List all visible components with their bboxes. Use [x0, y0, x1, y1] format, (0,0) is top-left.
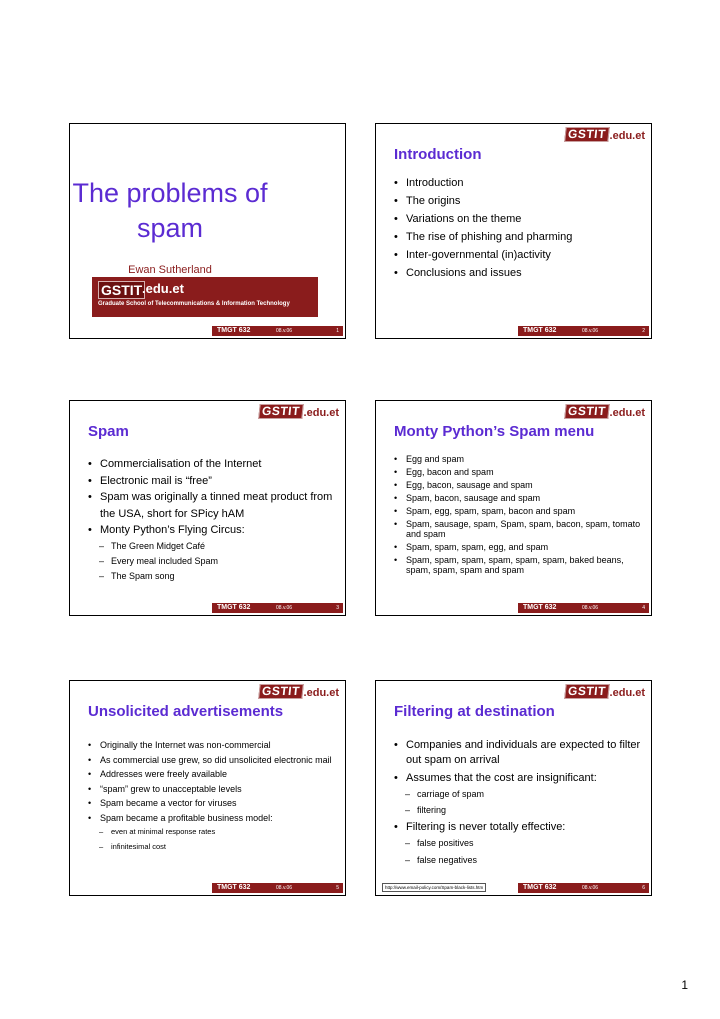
bullet-list — [394, 738, 644, 867]
slide-title: Introduction — [394, 146, 482, 163]
sub-item: – infinitesimal cost — [99, 841, 338, 853]
page-number: 1 — [681, 978, 688, 992]
list-item: • Spam, sausage, spam, Spam, spam, bacon, spam, tomato and spam — [394, 519, 644, 539]
sub-item: – even at minimal response rates — [99, 826, 338, 838]
slide-footer: TMGT 632 08.v.06 4 — [518, 603, 649, 613]
slide-6 — [375, 680, 652, 896]
slide-footer: TMGT 632 08.v.06 3 — [212, 603, 343, 613]
bullet-list — [394, 454, 644, 575]
list-item: • As commercial use grew, so did unsolicited electronic mail — [88, 755, 338, 767]
list-item: • The rise of phishing and pharming — [394, 228, 572, 246]
list-item: • Spam became a profitable business model: — [88, 813, 338, 825]
list-item: • Spam, egg, spam, spam, bacon and spam — [394, 506, 644, 516]
slide-footer: TMGT 632 08.v.06 1 — [212, 326, 343, 336]
list-item: • Inter-governmental (in)activity — [394, 246, 572, 264]
bullet-list — [88, 740, 338, 852]
slide-3 — [69, 400, 346, 616]
list-item: • Introduction — [394, 174, 572, 192]
list-item: • Conclusions and issues — [394, 264, 572, 282]
list-item: • Originally the Internet was non-commercial — [88, 740, 338, 752]
slide-footer: TMGT 632 08.v.06 2 — [518, 326, 649, 336]
bullet-list — [394, 174, 572, 282]
reference-link[interactable]: http://www.email-policy.com/Spam-black-lists.htm — [382, 883, 486, 892]
list-item: • Companies and individuals are expected to filter out spam on arrival — [394, 738, 644, 768]
sub-item: – The Green Midget Café — [99, 539, 336, 553]
list-item: • Spam, spam, spam, egg, and spam — [394, 542, 644, 552]
bullet-list — [88, 456, 336, 584]
sub-item: – false negatives — [405, 854, 644, 867]
sub-item: – false positives — [405, 837, 644, 850]
slide-4 — [375, 400, 652, 616]
slide-1-title: The problems of spam — [72, 178, 268, 243]
list-item: • Addresses were freely available — [88, 769, 338, 781]
list-item: • Variations on the theme — [394, 210, 572, 228]
sub-item: – carriage of spam — [405, 788, 644, 801]
gstit-banner-logo: GSTIT .edu.et Graduate School of Telecommunications & Information Technology — [92, 277, 318, 317]
list-item: • Spam, bacon, sausage and spam — [394, 493, 644, 503]
gstit-logo: GSTIT .edu.et — [259, 404, 339, 419]
list-item: • Spam became a vector for viruses — [88, 798, 338, 810]
list-item: • Monty Python’s Flying Circus: — [88, 522, 336, 539]
slide-2 — [375, 123, 652, 339]
sub-item: – filtering — [405, 804, 644, 817]
slide-1 — [69, 123, 346, 339]
list-item: • Spam was originally a tinned meat product from the USA, short for SPicy hAM — [88, 489, 336, 522]
gstit-logo: GSTIT .edu.et — [565, 127, 645, 142]
slide-title: Monty Python’s Spam menu — [394, 423, 595, 440]
list-item: • Spam, spam, spam, spam, spam, spam, baked beans, spam, spam, spam and spam — [394, 555, 644, 575]
sub-item: – Every meal included Spam — [99, 553, 336, 569]
slide-footer: TMGT 632 08.v.06 6 — [518, 883, 649, 893]
list-item: • Commercialisation of the Internet — [88, 456, 336, 473]
slide-title: Spam — [88, 423, 129, 440]
list-item: • Egg, bacon and spam — [394, 467, 644, 477]
author: Ewan Sutherland — [128, 264, 212, 276]
gstit-logo: GSTIT .edu.et — [259, 684, 339, 699]
list-item: • Egg and spam — [394, 454, 644, 464]
slide-title: Filtering at destination — [394, 703, 555, 720]
sub-item: – The Spam song — [99, 569, 336, 584]
list-item: • Electronic mail is “free” — [88, 473, 336, 490]
slide-title: Unsolicited advertisements — [88, 703, 284, 720]
gstit-logo: GSTIT .edu.et — [565, 684, 645, 699]
list-item: • “spam” grew to unacceptable levels — [88, 784, 338, 796]
list-item: • Assumes that the cost are insignificant: — [394, 771, 644, 786]
slide-footer: TMGT 632 08.v.06 5 — [212, 883, 343, 893]
list-item: • The origins — [394, 192, 572, 210]
list-item: • Filtering is never totally effective: — [394, 820, 644, 835]
list-item: • Egg, bacon, sausage and spam — [394, 480, 644, 490]
slide-5 — [69, 680, 346, 896]
gstit-logo: GSTIT .edu.et — [565, 404, 645, 419]
